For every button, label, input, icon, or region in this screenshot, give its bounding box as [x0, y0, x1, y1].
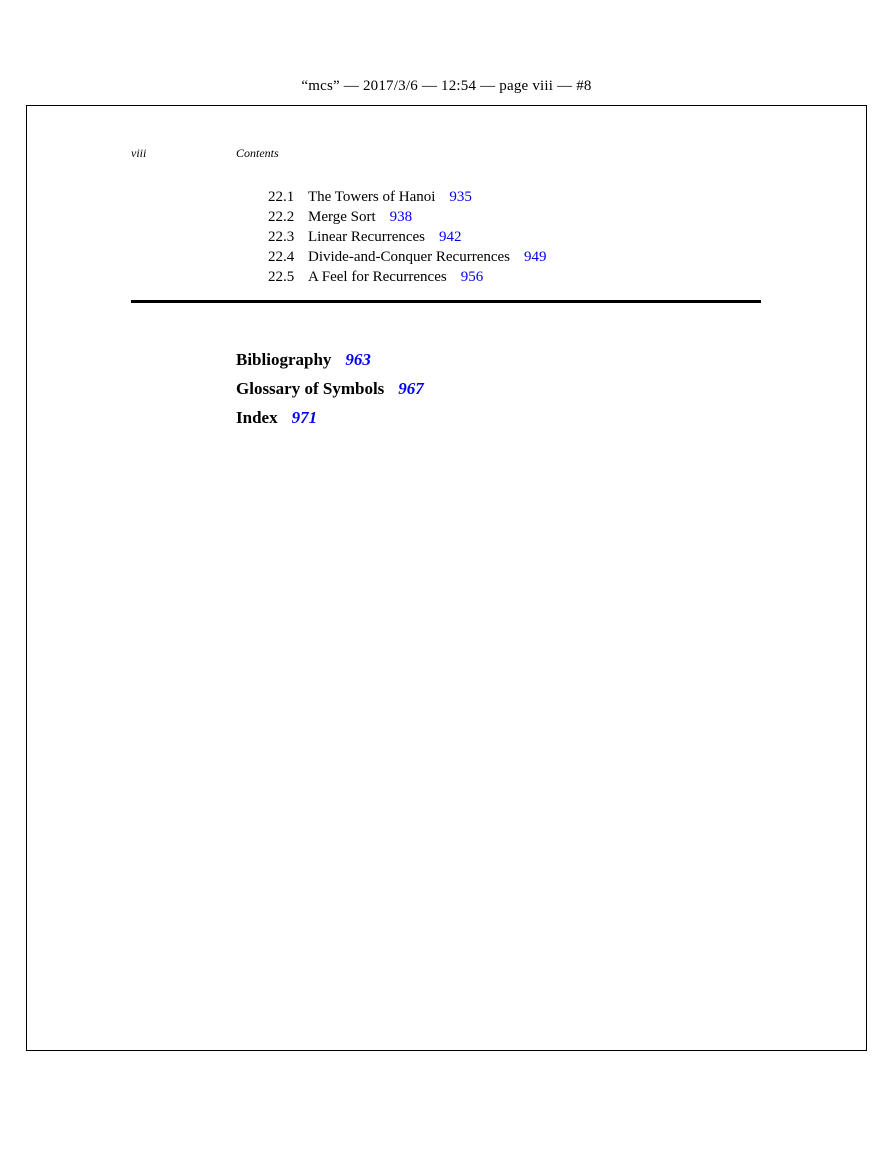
section-page-link[interactable]: 935: [449, 189, 472, 205]
section-number: 22.1: [268, 189, 295, 205]
back-matter-page-link[interactable]: 967: [398, 379, 424, 398]
section-number: 22.4: [268, 249, 295, 265]
toc-entry-glossary[interactable]: [236, 377, 424, 406]
section-page-link[interactable]: 942: [439, 229, 462, 245]
running-head-title: Contents: [236, 146, 279, 160]
section-page-link[interactable]: 938: [389, 209, 413, 225]
toc-entry-22-5[interactable]: [268, 267, 547, 287]
section-title: Divide-and-Conquer Recurrences: [308, 249, 511, 265]
section-number: 22.2: [268, 209, 295, 225]
toc-entry-22-1[interactable]: [268, 187, 547, 207]
document-header-banner: “mcs” — 2017/3/6 — 12:54 — page viii — #8: [301, 78, 592, 94]
section-title: Merge Sort: [308, 209, 376, 225]
back-matter-page-link[interactable]: 971: [291, 408, 318, 427]
section-title: Linear Recurrences: [308, 229, 426, 245]
toc-entry-22-3[interactable]: [268, 227, 547, 247]
toc-entry-22-2[interactable]: [268, 207, 547, 227]
back-matter-page-link[interactable]: 963: [345, 350, 371, 369]
toc-entry-index[interactable]: [236, 406, 424, 435]
toc-entry-bibliography[interactable]: [236, 348, 424, 377]
section-title: The Towers of Hanoi: [308, 189, 436, 205]
section-number: 22.3: [268, 229, 295, 245]
back-matter-title: Index: [236, 408, 278, 427]
chapter-divider-rule: [131, 300, 761, 303]
toc-entry-22-4[interactable]: [268, 247, 547, 267]
section-title: A Feel for Recurrences: [308, 269, 447, 285]
running-head-page-number: viii: [131, 146, 147, 160]
section-number: 22.5: [268, 269, 295, 285]
section-page-link[interactable]: 956: [460, 269, 484, 285]
back-matter-title: Glossary of Symbols: [236, 379, 385, 398]
back-matter-title: Bibliography: [236, 350, 332, 369]
section-page-link[interactable]: 949: [524, 249, 547, 265]
back-matter-list: [236, 348, 424, 435]
section-list: [268, 187, 547, 287]
